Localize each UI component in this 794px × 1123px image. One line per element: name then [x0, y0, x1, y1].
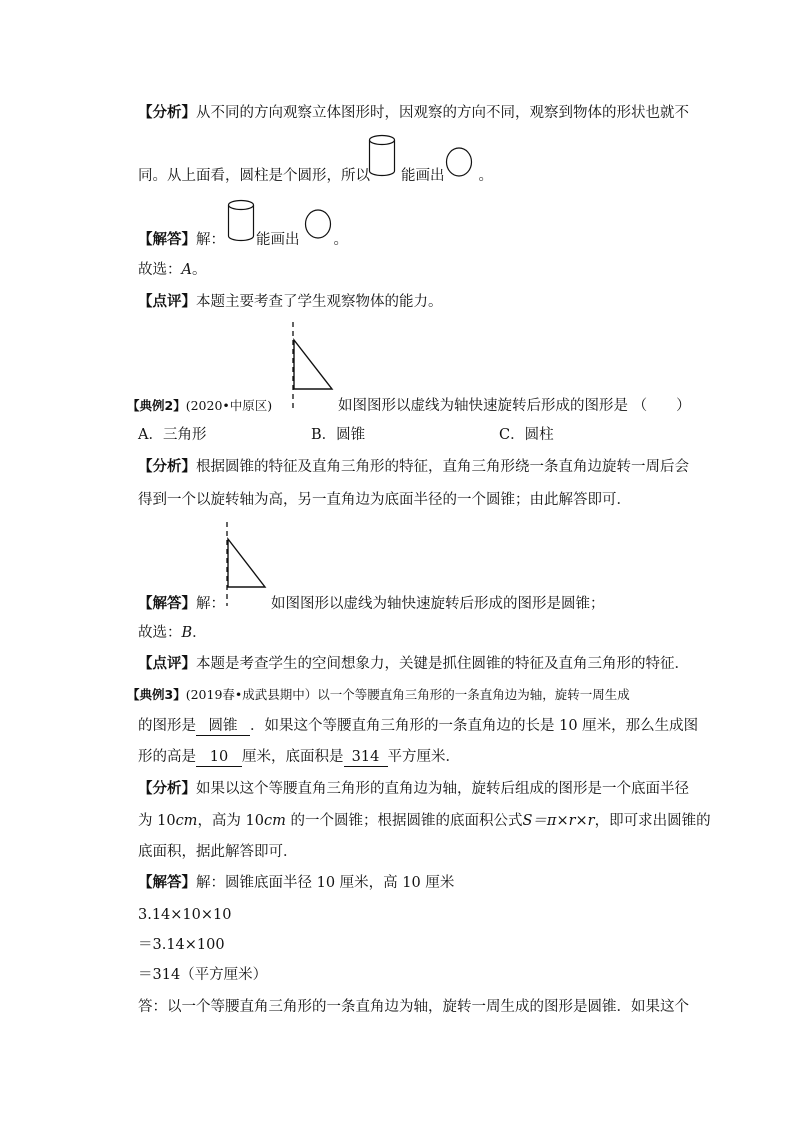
- ex3-analysis-line-2: 为 10cm，高为 10cm 的一个圆锥；根据圆锥的底面积公式S＝π×r×r，即可求出圆锥的: [138, 813, 711, 829]
- choice-text: ．: [192, 625, 207, 641]
- ex2-answer-line: [138, 595, 225, 613]
- question-text: 形的高是: [138, 749, 196, 765]
- ex2-choice-line: [138, 624, 207, 642]
- ex2-comment-line: [138, 655, 689, 673]
- analysis-text: 从不同的方向观察立体图形时，因观察的方向不同，观察到物体的形状也就不: [196, 105, 689, 121]
- analysis-line-1: [138, 104, 689, 122]
- blank-answer: 10: [196, 748, 242, 767]
- analysis-tag: 【分析】: [138, 780, 196, 797]
- cylinder-figure: [226, 198, 256, 244]
- answer-tag: 【解答】: [138, 231, 196, 248]
- example-3-question-line-2: [138, 717, 698, 736]
- analysis-tag: 【分析】: [138, 104, 196, 121]
- example-tag: 【典例2】: [127, 398, 186, 413]
- ex3-answer-line: [138, 874, 454, 892]
- analysis-text: 同。从上面看，圆柱是个圆形，所以: [138, 168, 370, 184]
- calc-line-1: 3.14×10×10: [138, 907, 232, 923]
- option-a: A．三角形: [138, 427, 207, 443]
- formula: S＝π×r×r: [522, 813, 595, 829]
- choice-line: [138, 261, 206, 279]
- comment-text: 本题主要考查了学生观察物体的能力。: [196, 294, 443, 310]
- option-b: B．圆锥: [311, 427, 366, 443]
- question-text: (2019春•成武县期中）以一个等腰直角三角形的一条直角边为轴，旋转一周生成: [185, 687, 630, 702]
- example-3-question-line-3: [138, 748, 460, 767]
- answer-text: 。: [333, 232, 348, 248]
- choice-value: B: [181, 625, 193, 641]
- analysis-line-2: [138, 167, 493, 185]
- ex2-answer-text: [271, 595, 605, 613]
- triangle-axis-figure: [285, 320, 340, 412]
- analysis-text: 能画出: [401, 168, 445, 184]
- answer-text: 解：圆锥底面半径 10 厘米，高 10 厘米: [196, 875, 455, 891]
- analysis-tag: 【分析】: [138, 458, 196, 475]
- question-text: 的图形是: [138, 718, 196, 734]
- cylinder-figure: [367, 133, 397, 179]
- question-text: ．如果这个等腰直角三角形的一条直角边的长是 10 厘米，那么生成图: [250, 718, 699, 734]
- circle-figure: [444, 146, 474, 178]
- analysis-text: 。: [478, 168, 493, 184]
- ex2-analysis-line-1: [138, 458, 689, 476]
- choice-text: 故选：: [138, 262, 182, 278]
- final-answer-line: [138, 998, 689, 1016]
- answer-text: 能画出: [256, 232, 300, 248]
- analysis-text: 根据圆锥的特征及直角三角形的特征，直角三角形绕一条直角边旋转一周后会: [196, 459, 689, 475]
- answer-text: 解：: [196, 596, 225, 612]
- answer-text: 解：: [196, 232, 225, 248]
- example-source: (2020•中原区): [185, 398, 273, 413]
- option-c: C．圆柱: [499, 427, 554, 443]
- triangle-axis-figure: [219, 520, 274, 608]
- analysis-text: 底面积，据此解答即可．: [138, 844, 298, 860]
- choice-text: 故选：: [138, 625, 182, 641]
- calc-line-3: ＝314（平方厘米）: [138, 967, 268, 983]
- example-2-question-text: [338, 397, 691, 415]
- blank-answer: 圆锥: [196, 717, 250, 736]
- calc-line-2: ＝3.14×100: [138, 937, 225, 953]
- answer-tag: 【解答】: [138, 874, 196, 891]
- blank-answer: 314: [344, 748, 388, 767]
- question-text: 如图图形以虚线为轴快速旋转后形成的图形是 （ ）: [338, 398, 691, 414]
- ex3-analysis-line-1: [138, 780, 689, 798]
- circle-figure: [303, 208, 333, 240]
- example-tag: 【典例3】: [127, 687, 186, 702]
- question-text: 平方厘米．: [387, 749, 460, 765]
- choice-text: 。: [191, 262, 207, 278]
- question-text: 厘米，底面积是: [242, 749, 344, 765]
- example-2-question: [127, 397, 272, 415]
- comment-line: [138, 293, 443, 311]
- ex2-analysis-line-2: [138, 491, 631, 509]
- answer-tag: 【解答】: [138, 595, 196, 612]
- choice-value: A: [181, 262, 192, 278]
- analysis-text: 得到一个以旋转轴为高，另一直角边为底面半径的一个圆锥；由此解答即可．: [138, 492, 631, 508]
- final-answer-text: 答：以一个等腰直角三角形的一条直角边为轴，旋转一周生成的图形是圆锥．如果这个: [138, 999, 689, 1015]
- analysis-text: 如果以这个等腰直角三角形的直角边为轴，旋转后组成的图形是一个底面半径: [196, 781, 689, 797]
- comment-tag: 【点评】: [138, 293, 196, 310]
- ex3-analysis-line-3: [138, 843, 298, 861]
- answer-text: 如图图形以虚线为轴快速旋转后形成的图形是圆锥；: [271, 596, 605, 612]
- comment-tag: 【点评】: [138, 655, 196, 672]
- comment-text: 本题是考查学生的空间想象力，关键是抓住圆锥的特征及直角三角形的特征．: [196, 656, 689, 672]
- example-3-question-line-1: [127, 686, 630, 704]
